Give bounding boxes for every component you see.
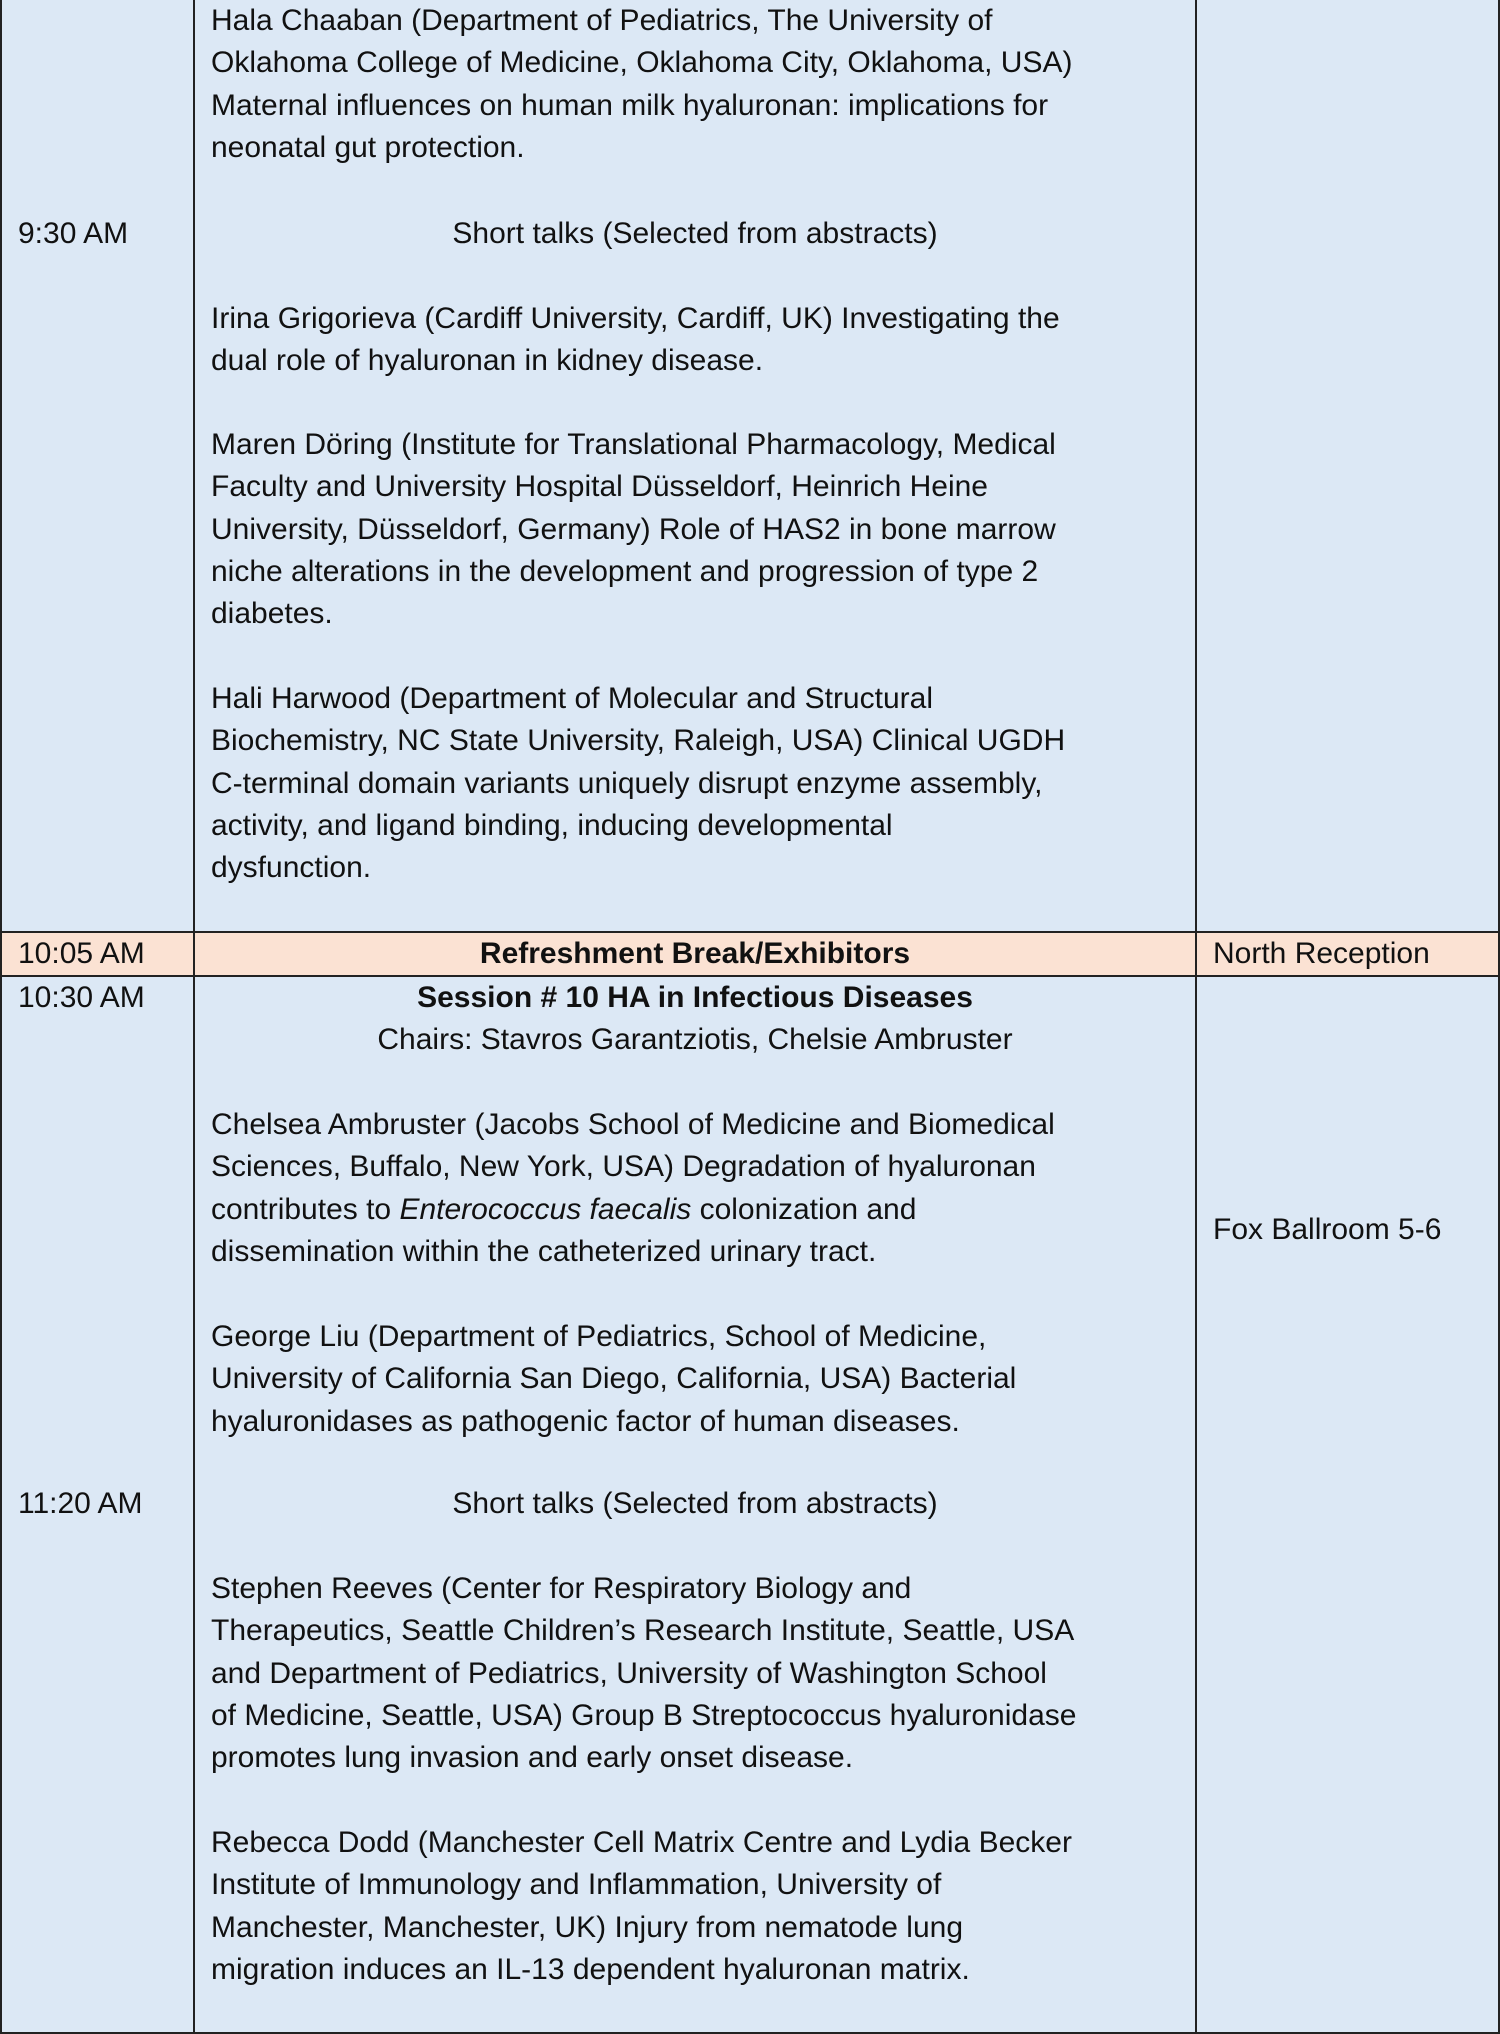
talk-line: Sciences, Buffalo, New York, USA) Degradation of hyaluronan [211,1150,1036,1184]
session-chairs: Chairs: Stavros Garantziotis, Chelsie Ambruster [377,1023,1013,1056]
talk-text: contributes to [211,1192,400,1226]
talk-line: promotes lung invasion and early onset disease. [211,1741,854,1775]
talk-line: Stephen Reeves (Center for Respiratory Biology and [211,1572,912,1605]
talk-line: Therapeutics, Seattle Children’s Research Institute, Seattle, USA [211,1614,1075,1648]
talk-dodd [211,1822,1211,1991]
time-1030: 10:30 AM [18,981,145,1014]
room-column-lower [1196,976,1500,2034]
time-1120: 11:20 AM [18,1487,143,1520]
talk-line: and Department of Pediatrics, University of Washington School [211,1656,1047,1690]
talk-line: University, Düsseldorf, Germany) Role of HAS2 in bone marrow [211,512,1056,546]
grid-line [0,0,2,2034]
session-title: Session # 10 HA in Infectious Diseases [417,981,973,1014]
talk-reeves [211,1568,1211,1779]
talk-line: neonatal gut protection. [211,130,525,164]
talk-line: dissemination within the catheterized urinary tract. [211,1234,877,1268]
talk-line: migration induces an IL-13 dependent hyaluronan matrix. [211,1952,970,1986]
break-room: North Reception [1213,937,1430,970]
talk-line: Institute of Immunology and Inflammation, University of [211,1868,942,1902]
talk-ambruster [211,1104,1211,1273]
talk-chaaban [211,0,1211,169]
species-name: Enterococcus faecalis [399,1192,692,1226]
time-column-upper [0,0,194,932]
talk-line: dysfunction. [211,851,372,885]
talk-line: Oklahoma College of Medicine, Oklahoma City, Oklahoma, USA) [211,46,1073,80]
talk-harwood [211,678,1211,889]
talk-line: Biochemistry, NC State University, Raleigh, USA) Clinical UGDH [211,724,1066,758]
talk-line: hyaluronidases as pathogenic factor of human diseases. [211,1404,960,1438]
talk-grigorieva [211,298,1211,383]
talk-line: Maternal influences on human milk hyaluronan: implications for [211,88,1049,122]
talk-line: Chelsea Ambruster (Jacobs School of Medicine and Biomedical [211,1108,1055,1141]
short-talks-heading: Short talks (Selected from abstracts) [452,217,938,250]
talk-liu [211,1316,1211,1443]
talk-doring [211,424,1211,635]
talk-line: Manchester, Manchester, UK) Injury from nematode lung [211,1910,964,1944]
talk-line: of Medicine, Seattle, USA) Group B Streptococcus hyaluronidase [211,1698,1077,1732]
talk-text: colonization and [691,1192,917,1226]
room-column-upper [1196,0,1500,932]
talk-line: niche alterations in the development and progression of type 2 [211,554,1039,588]
talk-line: Maren Döring (Institute for Translational Pharmacology, Medical [211,428,1056,461]
talk-line: C-terminal domain variants uniquely disrupt enzyme assembly, [211,766,1043,800]
break-title: Refreshment Break/Exhibitors [479,937,911,970]
talk-line: dual role of hyaluronan in kidney disease. [211,344,764,378]
talk-line: Hali Harwood (Department of Molecular and Structural [211,682,933,715]
break-time: 10:05 AM [18,937,145,970]
talk-line: George Liu (Department of Pediatrics, School of Medicine, [211,1320,987,1353]
talk-line: University of California San Diego, California, USA) Bacterial [211,1362,1017,1396]
talk-line: activity, and ligand binding, inducing developmental [211,808,893,842]
talk-line: Faculty and University Hospital Düsseldorf, Heinrich Heine [211,470,988,504]
short-talks-heading: Short talks (Selected from abstracts) [452,1487,938,1520]
talk-line: Rebecca Dodd (Manchester Cell Matrix Centre and Lydia Becker [211,1826,1072,1859]
talk-line: diabetes. [211,597,333,631]
talk-line: Hala Chaaban (Department of Pediatrics, The University of [211,4,993,37]
session-room: Fox Ballroom 5-6 [1213,1213,1442,1246]
talk-line: Irina Grigorieva (Cardiff University, Cardiff, UK) Investigating the [211,302,1060,335]
talk-line [211,1189,1211,1231]
time-930: 9:30 AM [18,217,129,250]
